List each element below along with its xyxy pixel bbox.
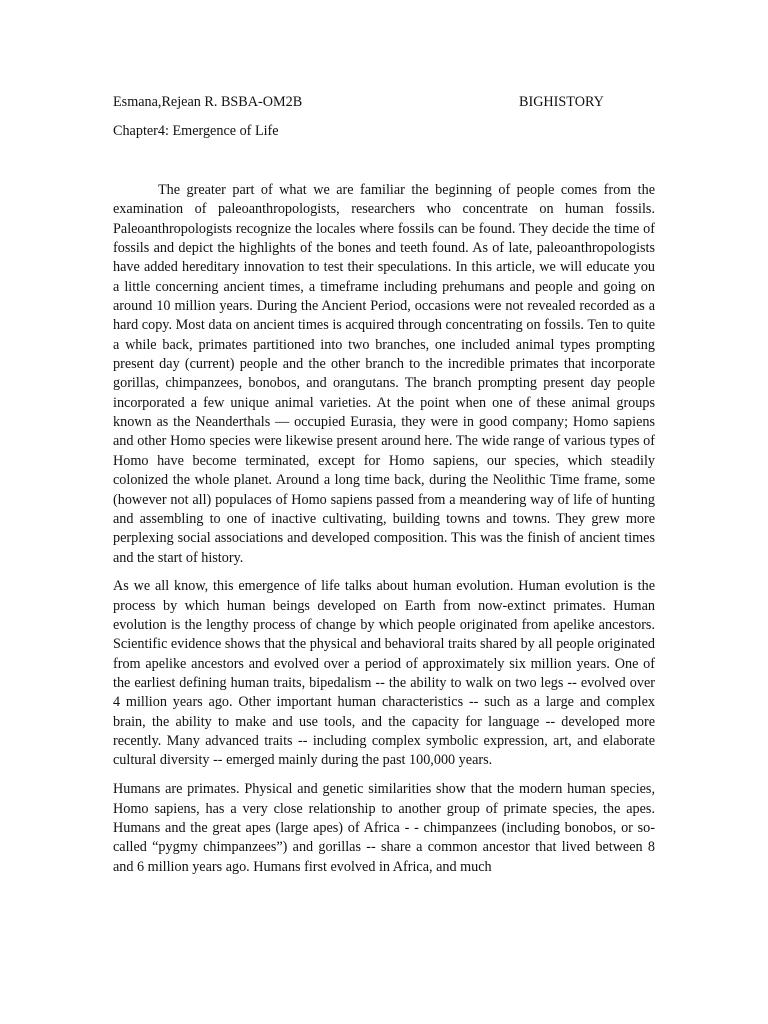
author-line: Esmana,Rejean R. BSBA-OM2B bbox=[113, 94, 303, 110]
paragraph-1: The greater part of what we are familiar the beginning of people comes from the examination of paleoanthropologists, researchers who concentrate on human fossils. Paleoanthropologists recognize the locales where fossils can be found. They decide the time of fossils and depict the highlights of the bones and teeth found. As of late, paleoanthropologists have added hereditary innovation to test their speculations. In this article, we will educate you a little concerning ancient times, a timeframe including prehumans and people and going on around 10 million years. During the Ancient Period, occasions were not revealed recorded as a hard copy. Most data on ancient times is acquired through concentrating on fossils. Ten to quite a while back, primates partitioned into two branches, one included animal types prompting present day (current) people and the other branch to the incredible primates that incorporate gorillas, chimpanzees, bonobos, and orangutans. The branch prompting present day people incorporated a few unique animal varieties. At the point when one of these animal groups known as the Neanderthals — occupied Eurasia, they were in good company; Homo sapiens and other Homo species were likewise present around here. The wide range of various types of Homo have become terminated, except for Homo sapiens, our species, which steadily colonized the whole planet. Around a long time back, during the Neolithic Time frame, some (however not all) populaces of Homo sapiens passed from a meandering way of life of hunting and assembling to one of inactive cultivating, building towns and towns. They grew more perplexing social associations and developed composition. This was the finish of ancient times and the start of history. bbox=[113, 182, 655, 566]
chapter-heading: Chapter4: Emergence of Life bbox=[113, 123, 279, 139]
paragraph-3: Humans are primates. Physical and genetic similarities show that the modern human species, Homo sapiens, has a very close relationship to another group of primate species, the apes. Humans and the great apes (large apes) of Africa - - chimpanzees (including bonobos, or so-called “pygmy chimpanzees”) and gorillas -- share a common ancestor that lived between 8 and 6 million years ago. Humans first evolved in Africa, and much bbox=[113, 781, 655, 875]
course-title: BIGHISTORY bbox=[519, 94, 604, 110]
paragraph-2: As we all know, this emergence of life talks about human evolution. Human evolution is the process by which human beings developed on Earth from now-extinct primates. Human evolution is the lengthy process of change by which people originated from apelike ancestors. Scientific evidence shows that the physical and behavioral traits shared by all people originated from apelike ancestors and evolved over a period of approximately six million years. One of the earliest defining human traits, bipedalism -- the ability to walk on two legs -- evolved over 4 million years ago. Other important human characteristics -- such as a large and complex brain, the ability to make and use tools, and the capacity for language -- developed more recently. Many advanced traits -- including complex symbolic expression, art, and elaborate cultural diversity -- emerged mainly during the past 100,000 years. bbox=[113, 578, 655, 769]
body-text bbox=[113, 181, 655, 887]
